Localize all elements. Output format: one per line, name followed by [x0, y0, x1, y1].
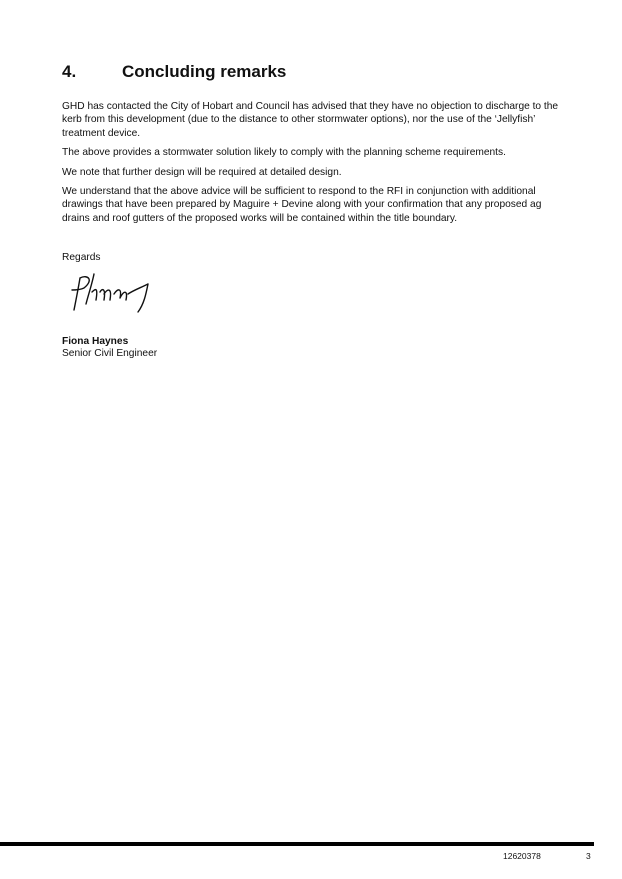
paragraph — [62, 166, 562, 179]
page-number: 3 — [586, 851, 591, 861]
section-heading — [62, 62, 286, 82]
signer-title: Senior Civil Engineer — [62, 348, 158, 359]
paragraph-text: GHD has contacted the City of Hobart and Council has advised that they have no objection to discharge to the kerb from this development (due to the distance to other stormwater options), nor the use of the ‘Jellyfish’ treatment device. — [62, 101, 559, 139]
signer-name: Fiona Haynes — [62, 336, 129, 347]
paragraph-text: The above provides a stormwater solution likely to comply with the planning scheme requirements. — [62, 147, 506, 158]
paragraph-text: We note that further design will be required at detailed design. — [62, 167, 342, 178]
signature-block — [62, 336, 157, 360]
section-number: 4. — [62, 62, 77, 81]
paragraph-text: We understand that the above advice will be sufficient to respond to the RFI in conjunction with additional drawings that have been prepared by Maguire + Devine along with your confirmation that any proposed ag drains and roof gutters of the proposed works will be contained within the title boundary. — [62, 186, 542, 224]
paragraph — [62, 146, 562, 159]
paragraph — [62, 185, 562, 225]
handwritten-signature — [64, 270, 160, 322]
closing-text: Regards — [62, 252, 101, 263]
footer-rule — [0, 842, 594, 846]
footer-reference: 12620378 — [503, 851, 541, 861]
closing-salutation — [62, 251, 562, 264]
paragraph — [62, 100, 562, 140]
section-title: Concluding remarks — [122, 62, 287, 81]
